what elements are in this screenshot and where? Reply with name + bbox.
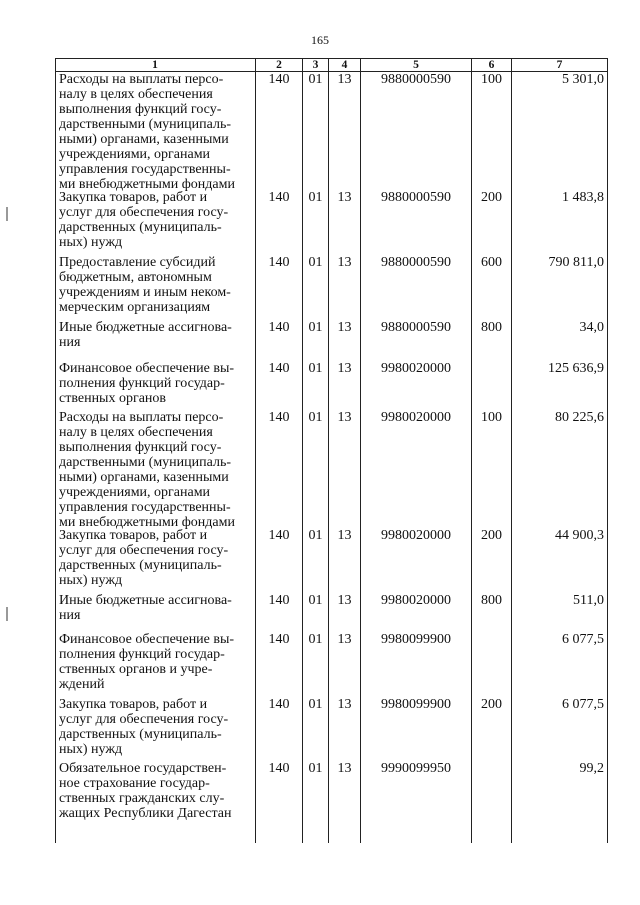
description-line: бюджетным, автономным [59,270,212,285]
cell-col5: 9990099950 [381,761,451,776]
cell-col6: 800 [481,593,502,608]
cell-col5: 9880000590 [381,320,451,335]
row-description [59,593,259,623]
col-header-4: 4 [341,59,348,71]
col-border [328,58,329,843]
row-description [59,528,259,588]
cell-col3: 01 [308,72,323,87]
row-description [59,361,259,406]
budget-table [55,58,608,843]
row-description [59,697,259,757]
description-line: ными) органами, казенными [59,470,229,485]
col-header-2: 2 [276,59,282,71]
description-line: Закупка товаров, работ и [59,697,208,712]
description-line: ния [59,608,81,623]
cell-col3: 01 [308,255,323,270]
description-line: услуг для обеспечения госу- [59,543,229,558]
description-line: мерческим организациям [59,300,211,315]
cell-col5: 9880000590 [381,72,451,87]
cell-col6: 200 [481,697,502,712]
description-line: дарственных (муниципаль- [59,558,222,573]
cell-col2: 140 [268,320,290,335]
cell-col3: 01 [308,410,323,425]
description-line: полнения функций государ- [59,647,225,662]
description-line: налу в целях обеспечения [59,87,213,102]
cell-col5: 9980020000 [381,410,451,425]
description-line: ных) нужд [59,573,123,588]
row-description [59,255,259,315]
cell-col5: 9880000590 [381,190,451,205]
cell-col4: 13 [337,632,352,647]
cell-col7: 1 483,8 [562,190,604,205]
cell-col6: 100 [481,410,502,425]
description-line: ных) нужд [59,742,123,757]
cell-col2: 140 [268,697,290,712]
cell-col4: 13 [337,593,352,608]
description-line: дарственных (муниципаль- [59,727,222,742]
cell-col2: 140 [268,190,290,205]
col-header-1: 1 [152,59,158,71]
cell-col7: 790 811,0 [548,255,604,270]
col-border [471,58,472,843]
col-border [511,58,512,843]
description-line: Финансовое обеспечение вы- [59,361,235,376]
description-line: дарственными (муниципаль- [59,117,232,132]
col-header-3: 3 [312,59,319,71]
cell-col2: 140 [268,528,290,543]
description-line: выполнения функций госу- [59,440,222,455]
description-line: ными) органами, казенными [59,132,229,147]
cell-col2: 140 [268,593,290,608]
description-line: Финансовое обеспечение вы- [59,632,235,647]
col-border [360,58,361,843]
description-line: Закупка товаров, работ и [59,190,208,205]
row-description [59,761,259,821]
cell-col6: 200 [481,190,502,205]
cell-col4: 13 [337,320,352,335]
description-line: ное страхование государ- [59,776,210,791]
cell-col7: 511,0 [573,593,604,608]
cell-col5: 9980020000 [381,361,451,376]
row-description [59,190,259,250]
cell-col7: 44 900,3 [555,528,604,543]
cell-col3: 01 [308,593,323,608]
col-header-7: 7 [556,59,563,71]
description-line: жащих Республики Дагестан [59,806,232,821]
description-line: ния [59,335,81,350]
cell-col2: 140 [268,361,290,376]
cell-col7: 6 077,5 [562,697,604,712]
cell-col5: 9980020000 [381,528,451,543]
cell-col6: 200 [481,528,502,543]
cell-col7: 5 301,0 [562,72,604,87]
description-line: услуг для обеспечения госу- [59,205,229,220]
col-header-6: 6 [488,59,495,71]
cell-col4: 13 [337,528,352,543]
scan-mark [6,607,8,621]
cell-col5: 9980020000 [381,593,451,608]
cell-col4: 13 [337,697,352,712]
scan-mark [6,207,8,221]
description-line: ственных органов [59,391,167,406]
cell-col5: 9880000590 [381,255,451,270]
description-line: налу в целях обеспечения [59,425,213,440]
cell-col3: 01 [308,697,323,712]
description-line: полнения функций государ- [59,376,225,391]
cell-col4: 13 [337,761,352,776]
description-line: ждений [59,677,105,692]
cell-col2: 140 [268,761,290,776]
cell-col5: 9980099900 [381,697,451,712]
description-line: Иные бюджетные ассигнова- [59,593,232,608]
cell-col7: 34,0 [579,320,604,335]
col-border [302,58,303,843]
page-number: 165 [311,33,329,47]
cell-col4: 13 [337,190,352,205]
cell-col4: 13 [337,361,352,376]
cell-col3: 01 [308,632,323,647]
cell-col6: 100 [481,72,502,87]
description-line: Иные бюджетные ассигнова- [59,320,232,335]
cell-col7: 6 077,5 [562,632,604,647]
description-line: учреждениями, органами [59,147,211,162]
description-line: выполнения функций госу- [59,102,222,117]
cell-col7: 99,2 [579,761,604,776]
description-line: услуг для обеспечения госу- [59,712,229,727]
description-line: дарственными (муниципаль- [59,455,232,470]
description-line: ственных органов и учре- [59,662,213,677]
col-header-5: 5 [413,59,419,71]
cell-col6: 800 [481,320,502,335]
description-line: Расходы на выплаты персо- [59,72,224,87]
cell-col2: 140 [268,632,290,647]
cell-col2: 140 [268,410,290,425]
description-line: ми внебюджетными фондами [59,515,235,530]
cell-col7: 125 636,9 [548,361,604,376]
description-line: управления государственны- [59,500,231,515]
cell-col4: 13 [337,255,352,270]
description-line: учреждениям и иным неком- [59,285,231,300]
cell-col2: 140 [268,72,290,87]
cell-col3: 01 [308,528,323,543]
description-line: ственных гражданских слу- [59,791,225,806]
cell-col6: 600 [481,255,502,270]
cell-col5: 9980099900 [381,632,451,647]
description-line: Обязательное государствен- [59,761,227,776]
cell-col3: 01 [308,190,323,205]
cell-col4: 13 [337,410,352,425]
cell-col4: 13 [337,72,352,87]
description-line: учреждениями, органами [59,485,211,500]
description-line: ми внебюджетными фондами [59,177,235,192]
col-border [55,58,56,843]
description-line: дарственных (муниципаль- [59,220,222,235]
row-description [59,410,259,530]
cell-col2: 140 [268,255,290,270]
cell-col3: 01 [308,320,323,335]
description-line: Расходы на выплаты персо- [59,410,224,425]
description-line: управления государственны- [59,162,231,177]
description-line: ных) нужд [59,235,123,250]
row-description [59,632,259,692]
col-border [607,58,608,843]
description-line: Закупка товаров, работ и [59,528,208,543]
row-description [59,72,259,192]
description-line: Предоставление субсидий [59,255,216,270]
cell-col3: 01 [308,761,323,776]
cell-col3: 01 [308,361,323,376]
cell-col7: 80 225,6 [555,410,604,425]
row-description [59,320,259,350]
